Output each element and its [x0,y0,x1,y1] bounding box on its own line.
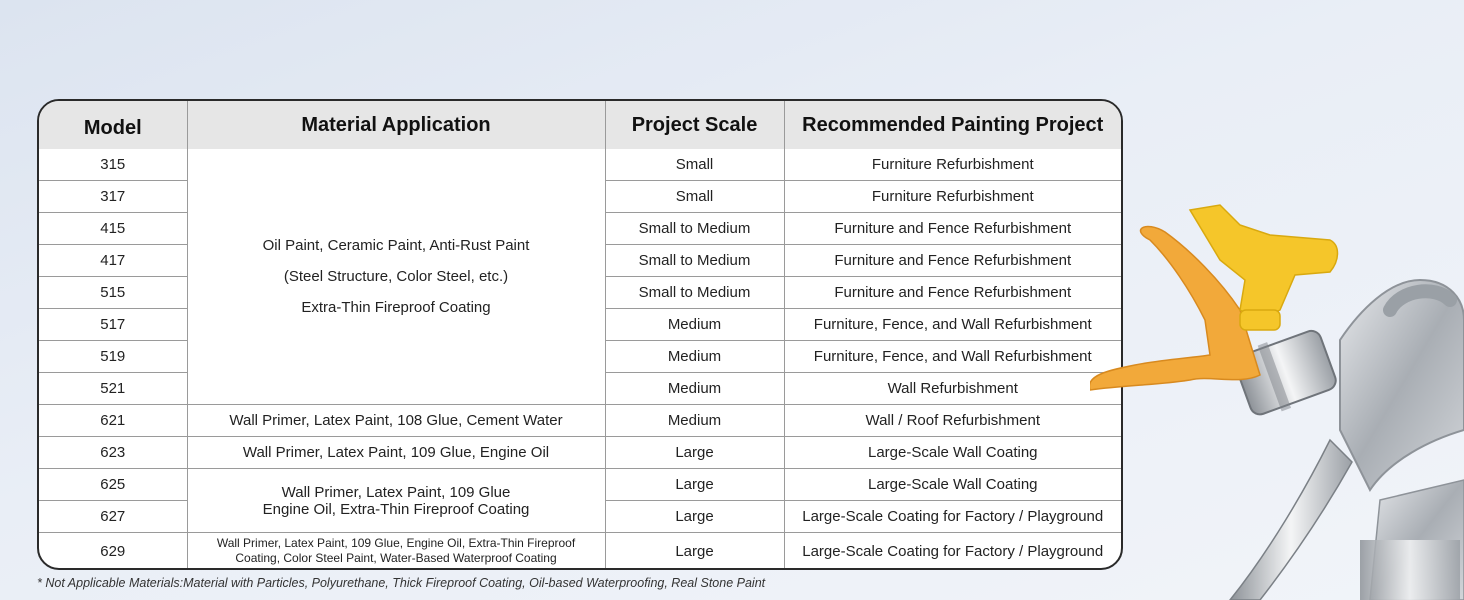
model-cell: 517 [39,309,187,341]
scale-cell: Large [605,501,784,533]
project-cell: Furniture Refurbishment [784,149,1121,181]
project-cell: Furniture, Fence, and Wall Refurbishment [784,341,1121,373]
comparison-table [39,101,1121,569]
model-cell: 519 [39,341,187,373]
project-cell: Large-Scale Coating for Factory / Playground [784,501,1121,533]
scale-cell: Small to Medium [605,213,784,245]
project-cell: Wall / Roof Refurbishment [784,405,1121,437]
scale-cell: Medium [605,309,784,341]
model-cell: 415 [39,213,187,245]
scale-cell: Small to Medium [605,277,784,309]
spray-tip-table [37,99,1123,570]
scale-cell: Medium [605,341,784,373]
project-cell: Large-Scale Wall Coating [784,437,1121,469]
model-cell: 623 [39,437,187,469]
material-cell-623: Wall Primer, Latex Paint, 109 Glue, Engine Oil [187,437,605,469]
material-line: Engine Oil, Extra-Thin Fireproof Coating [262,500,530,518]
model-cell: 629 [39,533,187,570]
project-cell: Wall Refurbishment [784,373,1121,405]
model-cell: 515 [39,277,187,309]
project-cell: Furniture and Fence Refurbishment [784,245,1121,277]
model-cell: 625 [39,469,187,501]
spray-gun-icon [1090,200,1464,600]
material-cell-group2 [187,469,605,533]
model-cell: 521 [39,373,187,405]
project-cell: Large-Scale Wall Coating [784,469,1121,501]
material-cell-621: Wall Primer, Latex Paint, 108 Glue, Cement Water [187,405,605,437]
material-line: Extra-Thin Fireproof Coating [301,299,491,316]
material-line: (Steel Structure, Color Steel, etc.) [283,268,509,285]
model-cell: 621 [39,405,187,437]
project-cell: Furniture, Fence, and Wall Refurbishment [784,309,1121,341]
material-line: Coating, Color Steel Paint, Water-Based Waterproof Coating [235,551,557,565]
table-row [39,149,1121,181]
table-row [39,533,1121,570]
project-cell: Large-Scale Coating for Factory / Playground [784,533,1121,570]
model-cell: 417 [39,245,187,277]
material-cell-group1 [187,149,605,405]
model-cell: 627 [39,501,187,533]
scale-cell: Small to Medium [605,245,784,277]
material-line: Wall Primer, Latex Paint, 109 Glue [281,483,511,501]
scale-cell: Large [605,469,784,501]
table-header-row [39,101,1121,149]
table-row [39,405,1121,437]
scale-cell: Small [605,149,784,181]
footnote: * Not Applicable Materials:Material with Particles, Polyurethane, Thick Fireproof Coating, Oil-based Waterproofing, Real Stone Paint [37,576,766,590]
table-row [39,469,1121,501]
scale-cell: Small [605,181,784,213]
header-model: Model [39,101,187,149]
material-cell-629 [187,533,605,570]
scale-cell: Medium [605,373,784,405]
model-cell: 317 [39,181,187,213]
scale-cell: Large [605,437,784,469]
project-cell: Furniture and Fence Refurbishment [784,277,1121,309]
header-project: Recommended Painting Project [784,101,1121,149]
table-row [39,437,1121,469]
scale-cell: Medium [605,405,784,437]
header-scale: Project Scale [605,101,784,149]
header-material: Material Application [187,101,605,149]
project-cell: Furniture and Fence Refurbishment [784,213,1121,245]
model-cell: 315 [100,156,126,173]
material-line: Oil Paint, Ceramic Paint, Anti-Rust Paint [262,237,530,254]
material-line: Wall Primer, Latex Paint, 109 Glue, Engine Oil, Extra-Thin Fireproof [216,536,576,550]
scale-cell: Large [605,533,784,570]
project-cell: Furniture Refurbishment [784,181,1121,213]
